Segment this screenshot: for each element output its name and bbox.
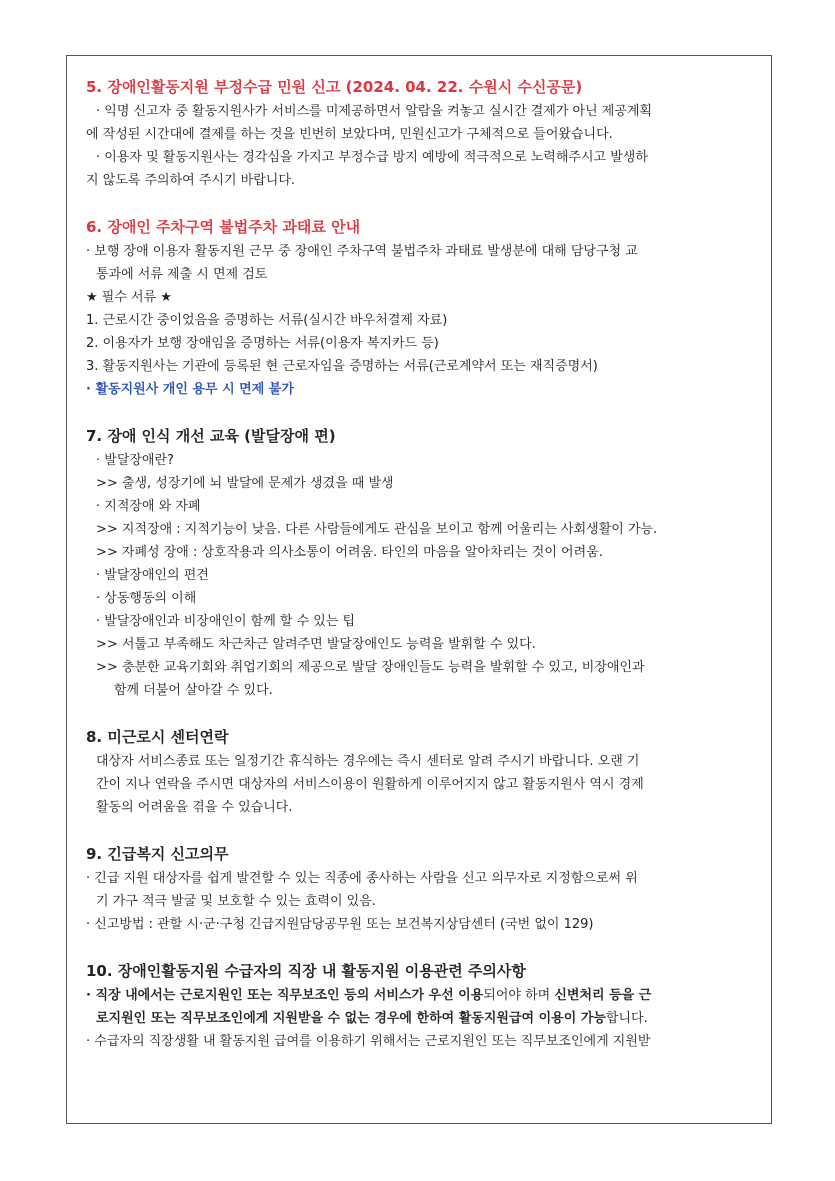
section-7-title: 7. 장애 인식 개선 교육 (발달장애 편) — [86, 427, 336, 445]
section-6-line: · 보행 장애 이용자 활동지원 근무 중 장애인 주차구역 불법주차 과태료 발생분에 대해 담당구청 교 — [86, 244, 638, 259]
section-10-bold-text: 로지원인 또는 직무보조인에게 지원받을 수 없는 경우에 한하여 활동지원급여 이용이 가능 — [96, 1011, 606, 1026]
section-10-bold-text: 신변처리 등을 근 — [554, 988, 652, 1003]
section-10-line: · 수급자의 직장생활 내 활동지원 급여를 이용하기 위해서는 근로지원인 또는 직무보조인에게 지원받 — [86, 1034, 651, 1049]
section-6-title: 6. 장애인 주차구역 불법주차 과태료 안내 — [86, 218, 361, 236]
section-10-text: 되어야 하며 — [483, 988, 555, 1003]
section-9-line: · 신고방법 : 관할 시·군·구청 긴급지원담당공무원 또는 보건복지상담센터 (국번 없이 129) — [86, 917, 594, 932]
section-7-line: · 발달장애인과 비장애인이 함께 할 수 있는 팁 — [96, 614, 356, 629]
section-9-title: 9. 긴급복지 신고의무 — [86, 845, 229, 863]
section-5-line: 에 작성된 시간대에 결제를 하는 것을 빈번히 보았다며, 민원신고가 구체적으로 들어왔습니다. — [86, 127, 613, 142]
section-10-text: 합니다. — [605, 1011, 648, 1026]
section-8-line: 활동의 어려움을 겪을 수 있습니다. — [96, 800, 293, 815]
section-5 — [86, 74, 756, 192]
section-9 — [86, 841, 756, 936]
section-7-line: 함께 더불어 살아갈 수 있다. — [114, 683, 273, 698]
section-7-line: · 상동행동의 이해 — [96, 591, 197, 606]
section-7 — [86, 423, 756, 702]
section-8 — [86, 724, 756, 819]
section-7-line: · 발달장애란? — [96, 453, 174, 468]
section-9-line: 기 가구 적극 발굴 및 보호할 수 있는 효력이 있음. — [96, 894, 376, 909]
section-6-line: 통과에 서류 제출 시 면제 검토 — [96, 267, 268, 282]
section-6 — [86, 214, 756, 401]
section-10 — [86, 958, 756, 1053]
document-body — [86, 74, 756, 1053]
section-7-line: >> 서툴고 부족해도 차근차근 알려주면 발달장애인도 능력을 발휘할 수 있다. — [96, 637, 536, 652]
section-7-line: · 발달장애인의 편견 — [96, 568, 209, 583]
required-doc-item: 3. 활동지원사는 기관에 등록된 현 근로자임을 증명하는 서류(근로계약서 또는 재직증명서) — [86, 359, 598, 374]
section-5-title: 5. 장애인활동지원 부정수급 민원 신고 (2024. 04. 22. 수원시 수신공문) — [86, 78, 583, 96]
section-8-title: 8. 미근로시 센터연락 — [86, 728, 229, 746]
section-8-line: 간이 지나 연락을 주시면 대상자의 서비스이용이 원활하게 이루어지지 않고 활동지원사 역시 경제 — [96, 777, 644, 792]
section-7-line: >> 충분한 교육기회와 취업기회의 제공으로 발달 장애인들도 능력을 발휘할 수 있고, 비장애인과 — [96, 660, 645, 675]
section-10-line — [86, 1007, 756, 1030]
required-docs-heading: ★ 필수 서류 ★ — [86, 290, 172, 305]
section-5-line: · 익명 신고자 중 활동지원사가 서비스를 미제공하면서 알람을 켜놓고 실시간 결제가 아닌 제공계획 — [96, 104, 653, 119]
section-10-title: 10. 장애인활동지원 수급자의 직장 내 활동지원 이용관련 주의사항 — [86, 962, 526, 980]
section-9-line: · 긴급 지원 대상자를 쉽게 발견할 수 있는 직종에 종사하는 사람을 신고 의무자로 지정함으로써 위 — [86, 871, 638, 886]
required-doc-item: 1. 근로시간 중이었음을 증명하는 서류(실시간 바우처결제 자료) — [86, 313, 448, 328]
section-7-line: >> 자폐성 장애 : 상호작용과 의사소통이 어려움. 타인의 마음을 알아차리는 것이 어려움. — [96, 545, 603, 560]
required-doc-item: 2. 이용자가 보행 장애임을 증명하는 서류(이용자 복지카드 등) — [86, 336, 439, 351]
section-5-line: · 이용자 및 활동지원사는 경각심을 가지고 부정수급 방지 예방에 적극적으로 노력해주시고 발생하 — [96, 150, 648, 165]
section-10-line — [86, 984, 756, 1007]
exemption-notice: · 활동지원사 개인 용무 시 면제 불가 — [86, 382, 294, 397]
section-5-line: 지 않도록 주의하여 주시기 바랍니다. — [86, 173, 296, 188]
section-7-line: >> 출생, 성장기에 뇌 발달에 문제가 생겼을 때 발생 — [96, 476, 394, 491]
section-7-line: · 지적장애 와 자폐 — [96, 499, 201, 514]
section-10-bold-text: · 직장 내에서는 근로지원인 또는 직무보조인 등의 서비스가 우선 이용 — [86, 988, 484, 1003]
section-7-line: >> 지적장애 : 지적기능이 낮음. 다른 사람들에게도 관심을 보이고 함께 어울리는 사회생활이 가능. — [96, 522, 658, 537]
section-8-line: 대상자 서비스종료 또는 일정기간 휴식하는 경우에는 즉시 센터로 알려 주시기 바랍니다. 오랜 기 — [96, 754, 640, 769]
